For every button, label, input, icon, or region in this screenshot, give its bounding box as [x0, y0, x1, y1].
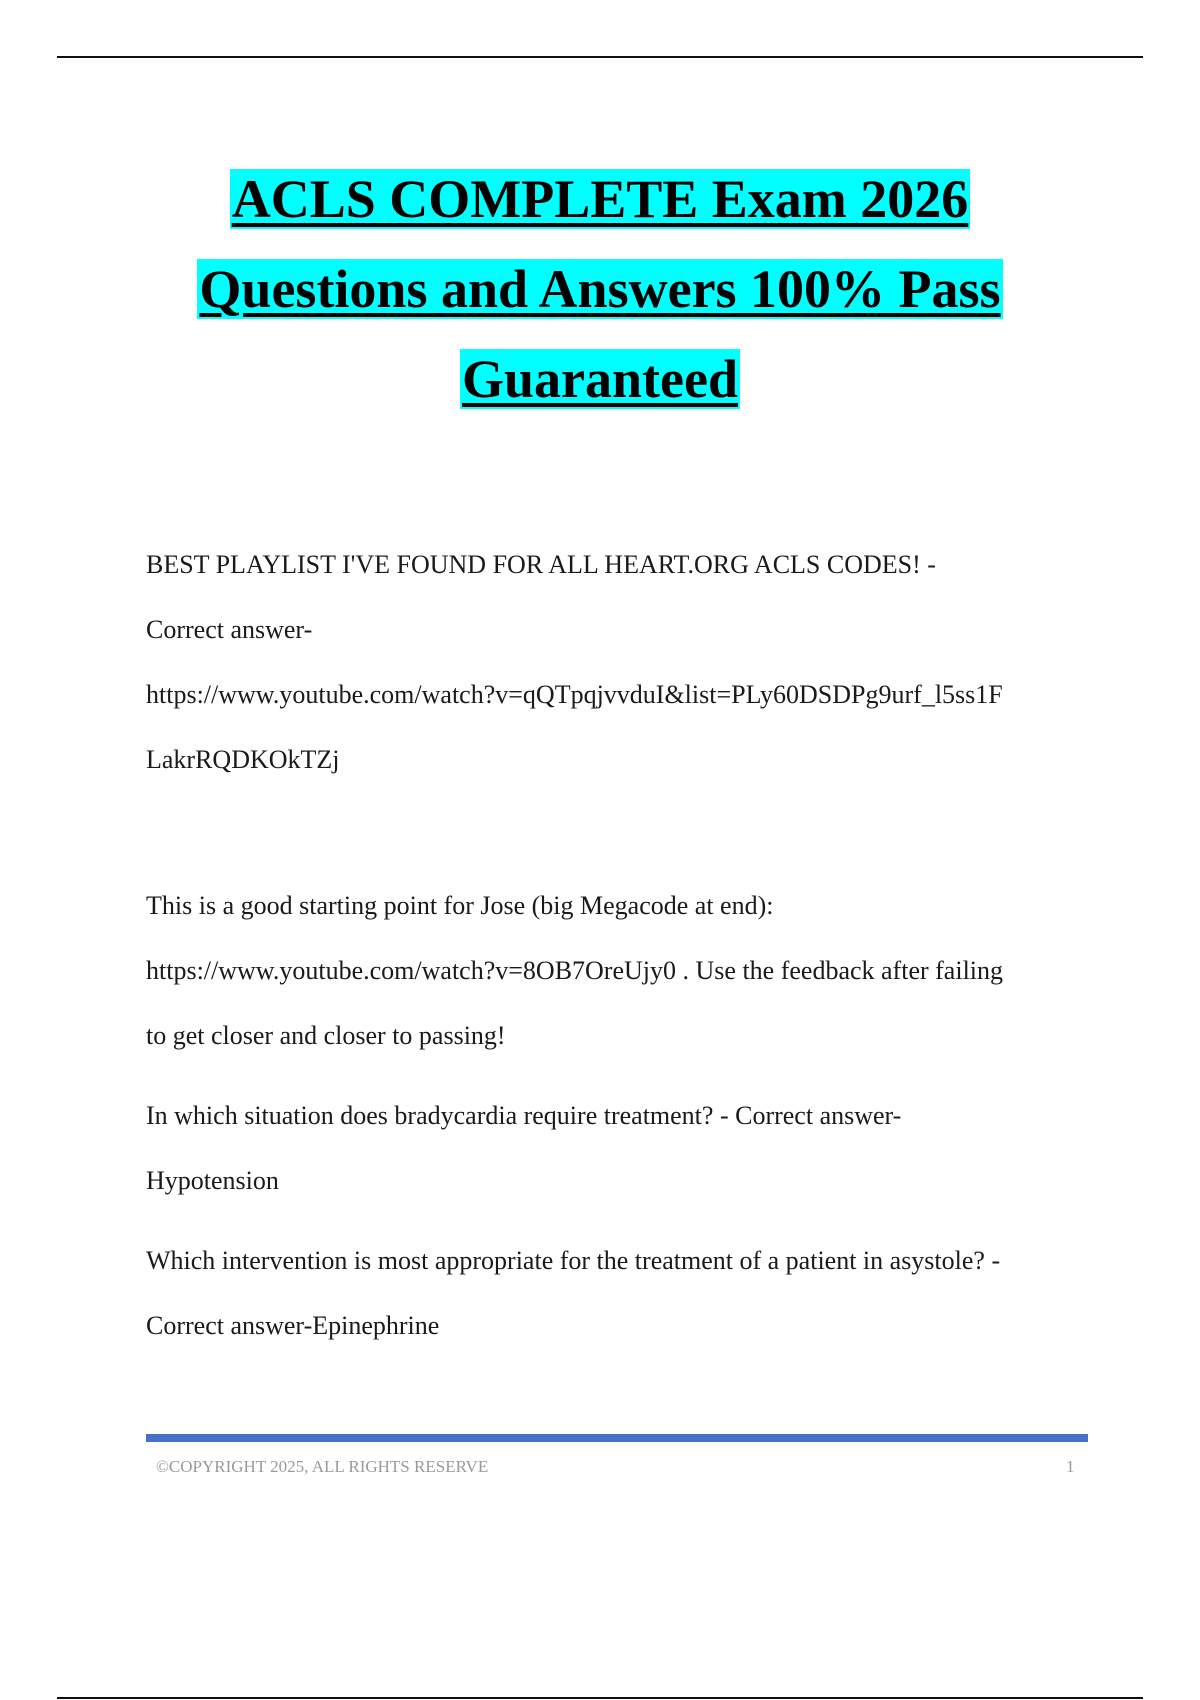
- megacode-url-line: https://www.youtube.com/watch?v=8OB7OreUjy0 . Use the feedback after failing: [146, 956, 1004, 985]
- title-line-3: Guaranteed: [462, 349, 738, 409]
- page-number: 1: [1066, 1457, 1075, 1476]
- document-body: [146, 532, 1086, 1358]
- spacer: [146, 792, 1086, 873]
- spacer: [146, 1068, 1086, 1083]
- bottom-rule: [57, 1697, 1143, 1699]
- paragraph-megacode: [146, 873, 1086, 1068]
- paragraph-asystole: [146, 1228, 1086, 1358]
- bradycardia-question: In which situation does bradycardia require treatment? - Correct answer-: [146, 1101, 902, 1130]
- playlist-url-line-2: LakrRQDKOkTZj: [146, 745, 340, 774]
- title-line-1: ACLS COMPLETE Exam 2026: [231, 169, 969, 229]
- spacer: [146, 1213, 1086, 1228]
- paragraph-bradycardia: [146, 1083, 1086, 1213]
- asystole-question: Which intervention is most appropriate for the treatment of a patient in asystole? -: [146, 1246, 1001, 1275]
- playlist-url-line-1: https://www.youtube.com/watch?v=qQTpqjvvduI&list=PLy60DSDPg9urf_l5ss1F: [146, 680, 1003, 709]
- asystole-answer: Correct answer-Epinephrine: [146, 1311, 440, 1340]
- paragraph-playlist: [146, 532, 1086, 792]
- megacode-closing: to get closer and closer to passing!: [146, 1021, 506, 1050]
- footer-divider: [146, 1434, 1088, 1442]
- playlist-question: BEST PLAYLIST I'VE FOUND FOR ALL HEART.ORG ACLS CODES! -: [146, 550, 936, 579]
- footer-copyright: ©COPYRIGHT 2025, ALL RIGHTS RESERVE: [156, 1457, 489, 1476]
- document-title: [0, 168, 1200, 438]
- bradycardia-answer: Hypotension: [146, 1166, 279, 1195]
- top-rule: [57, 56, 1143, 58]
- title-line-2: Questions and Answers 100% Pass: [199, 259, 1001, 319]
- playlist-answer-label: Correct answer-: [146, 615, 313, 644]
- megacode-intro: This is a good starting point for Jose (big Megacode at end):: [146, 891, 774, 920]
